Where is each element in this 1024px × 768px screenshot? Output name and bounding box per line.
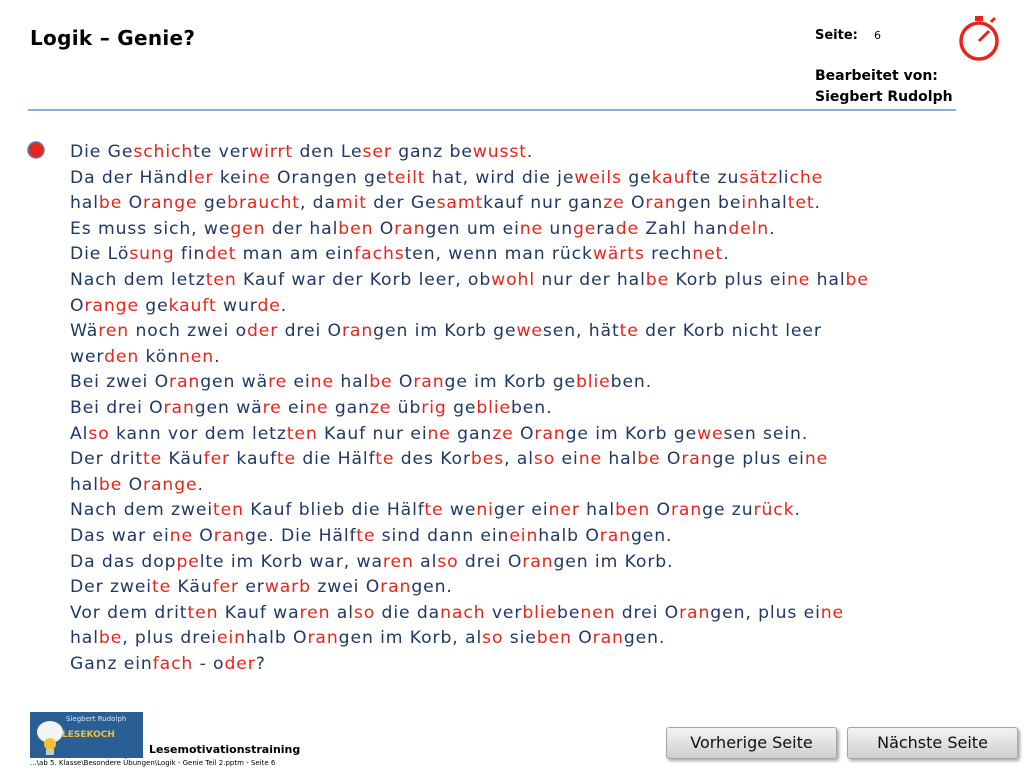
highlighted-syllable: bes xyxy=(470,449,505,470)
text-segment: O xyxy=(373,218,395,239)
text-segment: O xyxy=(624,193,646,214)
text-segment: ge xyxy=(138,295,169,316)
text-segment: - o xyxy=(193,653,225,674)
highlighted-syllable: braucht xyxy=(227,193,300,214)
text-segment: . xyxy=(197,474,204,495)
story-line xyxy=(70,652,970,678)
highlighted-syllable: nen xyxy=(179,346,215,367)
highlighted-syllable: schich xyxy=(133,142,194,162)
text-segment: ge. Die Hälf xyxy=(244,525,357,546)
text-segment: Es muss sich, we xyxy=(70,218,231,239)
text-segment: li xyxy=(778,167,790,188)
text-segment: gan xyxy=(450,423,493,444)
highlighted-syllable: ne xyxy=(786,269,811,290)
text-segment: . xyxy=(723,244,730,265)
highlighted-syllable: te xyxy=(619,321,639,342)
text-segment: hal xyxy=(601,449,638,470)
story-line xyxy=(70,575,970,601)
highlighted-syllable: den xyxy=(104,346,140,367)
story-line xyxy=(70,524,970,550)
highlighted-syllable: ein xyxy=(509,525,539,546)
highlighted-syllable: teilt xyxy=(387,167,426,188)
text-segment: gan xyxy=(328,397,370,418)
highlighted-syllable: kauft xyxy=(168,295,217,316)
highlighted-syllable: ran xyxy=(645,193,677,214)
story-line xyxy=(70,345,970,371)
text-segment: wur xyxy=(216,295,258,316)
text-segment: wer xyxy=(70,346,105,367)
text-segment: fin xyxy=(174,244,206,265)
highlighted-syllable: fer xyxy=(203,449,231,470)
text-segment: ten, wenn man rück xyxy=(404,244,593,265)
story-line xyxy=(70,294,970,320)
highlighted-syllable: be xyxy=(98,628,123,649)
highlighted-syllable: te xyxy=(143,449,163,470)
highlighted-syllable: ein xyxy=(216,628,246,649)
text-segment: rech xyxy=(644,244,693,265)
text-segment: kann vor dem letz xyxy=(109,423,287,444)
text-segment: ei xyxy=(287,372,311,393)
highlighted-syllable: sung xyxy=(129,244,175,265)
text-segment: Kauf wa xyxy=(218,602,300,623)
highlighted-syllable: be xyxy=(369,372,393,393)
highlighted-syllable: so xyxy=(482,628,504,649)
highlighted-syllable: weils xyxy=(574,167,622,188)
text-segment: kauf xyxy=(230,449,277,470)
highlighted-syllable: ten xyxy=(187,602,219,623)
highlighted-syllable: ran xyxy=(307,628,339,649)
highlighted-syllable: ben xyxy=(338,218,374,239)
text-segment: . xyxy=(794,500,801,521)
highlighted-syllable: samt xyxy=(436,193,484,214)
text-segment: te ver xyxy=(193,142,250,162)
highlighted-syllable: ren xyxy=(299,602,331,623)
highlighted-syllable: deln xyxy=(728,218,770,239)
highlighted-syllable: ran xyxy=(670,500,703,521)
highlighted-syllable: fachs xyxy=(354,244,405,265)
text-segment: Da das dop xyxy=(70,551,177,572)
text-segment: sen, hät xyxy=(542,321,620,342)
text-segment: halb O xyxy=(245,628,308,649)
text-segment: gen wä xyxy=(194,397,263,418)
text-segment: drei O xyxy=(458,551,523,572)
highlighted-syllable: wohl xyxy=(491,269,535,290)
highlighted-syllable: de xyxy=(257,295,281,316)
editor-name: Siegbert Rudolph xyxy=(815,89,953,105)
text-segment: al xyxy=(413,551,438,572)
text-segment: kauf nur gan xyxy=(483,193,604,214)
text-segment: . xyxy=(769,218,776,239)
text-segment: O xyxy=(392,372,414,393)
header-divider xyxy=(28,109,956,111)
highlighted-syllable: ran xyxy=(592,628,624,649)
text-segment: Wä xyxy=(70,321,99,342)
text-segment: der hal xyxy=(265,218,339,239)
highlighted-syllable: ten xyxy=(213,500,244,521)
text-segment: ben. xyxy=(511,397,553,418)
highlighted-syllable: kauf xyxy=(651,167,693,188)
edited-by-label: Bearbeitet von: xyxy=(815,68,938,84)
highlighted-syllable: we xyxy=(516,321,543,342)
page-label: Seite: xyxy=(815,28,858,43)
text-segment: Ganz ein xyxy=(70,653,153,674)
text-segment: Vor dem drit xyxy=(70,602,188,623)
text-segment: ge xyxy=(621,167,652,188)
highlighted-syllable: gen xyxy=(230,218,266,239)
text-segment: sen sein. xyxy=(723,423,809,444)
text-segment: der Korb nicht leer xyxy=(638,321,822,342)
text-segment: ei xyxy=(281,397,306,418)
text-segment: kön xyxy=(139,346,179,367)
text-segment: ge zu xyxy=(702,500,754,521)
text-segment: Da der Händ xyxy=(70,167,189,188)
text-segment: ver xyxy=(485,602,523,623)
highlighted-syllable: so xyxy=(437,551,459,572)
story-line xyxy=(70,191,970,217)
text-segment: gen wä xyxy=(200,372,269,393)
highlighted-syllable: der xyxy=(224,653,256,674)
text-segment: O xyxy=(122,474,143,495)
text-segment: gen im Korb. xyxy=(553,551,674,572)
highlighted-syllable: wärts xyxy=(592,244,645,265)
highlighted-syllable: net xyxy=(692,244,724,265)
highlighted-syllable: ran xyxy=(413,372,445,393)
story-line xyxy=(70,319,970,345)
text-segment: hal xyxy=(70,193,99,214)
text-segment: zwei O xyxy=(310,577,381,598)
highlighted-syllable: ne xyxy=(310,372,334,393)
text-segment: al xyxy=(330,602,354,623)
text-segment: Käu xyxy=(162,449,204,470)
highlighted-syllable: ran xyxy=(341,321,374,342)
text-segment: O xyxy=(122,193,143,214)
highlighted-syllable: ran xyxy=(169,372,201,393)
text-segment: noch zwei o xyxy=(129,321,247,342)
text-segment: gen. xyxy=(623,628,666,649)
text-segment: te zu xyxy=(692,167,740,188)
highlighted-syllable: ne xyxy=(427,423,451,444)
text-segment: O xyxy=(192,525,214,546)
text-segment: hal xyxy=(70,474,99,495)
text-segment: ? xyxy=(255,653,266,674)
highlighted-syllable: ze xyxy=(492,423,514,444)
text-segment: er xyxy=(238,577,265,598)
edited-by xyxy=(815,66,953,108)
highlighted-syllable: pe xyxy=(176,551,200,572)
highlighted-syllable: be xyxy=(845,269,869,290)
highlighted-syllable: so xyxy=(353,602,376,623)
text-segment: gen im Korb, al xyxy=(338,628,483,649)
text-segment: Oran xyxy=(270,167,323,188)
text-segment: we xyxy=(443,500,477,521)
text-segment: Korb plus ei xyxy=(669,269,787,290)
text-segment: des Kor xyxy=(394,449,471,470)
text-segment: nur der hal xyxy=(535,269,646,290)
highlighted-syllable: ner xyxy=(548,500,580,521)
highlighted-syllable: warb xyxy=(264,577,311,598)
text-segment: die Hälf xyxy=(295,449,376,470)
text-segment: halb O xyxy=(538,525,600,546)
text-segment: gen, plus ei xyxy=(710,602,821,623)
highlighted-syllable: sätz xyxy=(739,167,779,188)
text-segment: . xyxy=(814,193,821,214)
story-line xyxy=(70,626,970,652)
highlighted-syllable: ge xyxy=(573,218,597,239)
highlighted-syllable: ran xyxy=(213,525,245,546)
highlighted-syllable: ne xyxy=(169,525,193,546)
text-segment: Die Ge xyxy=(70,142,134,162)
highlighted-syllable: ne xyxy=(247,167,271,188)
highlighted-syllable: ben xyxy=(536,628,572,649)
text-segment: O xyxy=(513,423,535,444)
story-line xyxy=(70,140,970,166)
highlighted-syllable: te xyxy=(276,449,296,470)
highlighted-syllable: ler xyxy=(188,167,214,188)
highlighted-syllable: det xyxy=(205,244,237,265)
text-segment: gen im Korb ge xyxy=(373,321,517,342)
text-segment: be xyxy=(557,602,581,623)
highlighted-syllable: rig xyxy=(421,397,447,418)
highlighted-syllable: range xyxy=(143,193,198,214)
highlighted-syllable: in xyxy=(741,193,759,214)
highlighted-syllable: ser xyxy=(362,142,392,162)
highlighted-syllable: tet xyxy=(787,193,815,214)
text-segment: O xyxy=(70,295,85,316)
previous-page-button[interactable]: Vorherige Seite xyxy=(666,727,837,759)
story-line xyxy=(70,370,970,396)
highlighted-syllable: ran xyxy=(679,602,711,623)
highlighted-syllable: te xyxy=(151,577,172,598)
text-segment: lte im Korb war, wa xyxy=(199,551,383,572)
text-segment: un xyxy=(543,218,573,239)
text-segment: O xyxy=(660,449,682,470)
highlighted-syllable: be xyxy=(645,269,670,290)
text-segment: hat, wird die je xyxy=(425,167,575,188)
story-line xyxy=(70,217,970,243)
text-segment: . xyxy=(214,346,221,367)
highlighted-syllable: blie xyxy=(476,397,511,418)
highlighted-syllable: che xyxy=(789,167,824,188)
text-segment: hal xyxy=(758,193,788,214)
highlighted-syllable: de xyxy=(615,218,639,239)
text-segment: Der zwei xyxy=(70,577,152,598)
highlighted-syllable: ren xyxy=(382,551,414,572)
highlighted-syllable: wirrt xyxy=(249,142,294,162)
highlighted-syllable: te xyxy=(375,449,395,470)
bullet-icon xyxy=(27,141,45,159)
highlighted-syllable: ran xyxy=(394,218,426,239)
highlighted-syllable: re xyxy=(262,397,282,418)
page-number: 6 xyxy=(874,29,881,42)
highlighted-syllable: te xyxy=(424,500,444,521)
text-segment: der Ge xyxy=(366,193,437,214)
text-segment: drei O xyxy=(615,602,680,623)
text-segment: ganz be xyxy=(391,142,473,162)
logo-caption: Lesemotivationstraining xyxy=(149,743,301,756)
text-segment: Nach dem letz xyxy=(70,269,206,290)
highlighted-syllable: fach xyxy=(152,653,194,674)
story-line xyxy=(70,396,970,422)
highlighted-syllable: so xyxy=(88,423,110,444)
highlighted-syllable: we xyxy=(697,423,724,444)
story-line xyxy=(70,473,970,499)
highlighted-syllable: be xyxy=(637,449,661,470)
story-line xyxy=(70,550,970,576)
text-segment: hal xyxy=(810,269,846,290)
highlighted-syllable: be xyxy=(98,474,123,495)
text-segment: hal xyxy=(70,628,99,649)
story-line xyxy=(70,498,970,524)
story-line xyxy=(70,268,970,294)
text-segment: Kauf blieb die Hälf xyxy=(243,500,425,521)
highlighted-syllable: ni xyxy=(476,500,494,521)
text-segment: ge xyxy=(446,397,477,418)
story-line xyxy=(70,242,970,268)
text-segment: die da xyxy=(375,602,441,623)
text-segment: ge im Korb ge xyxy=(444,372,576,393)
highlighted-syllable: nen xyxy=(580,602,616,623)
highlighted-syllable: re xyxy=(268,372,288,393)
page-title: Logik – Genie? xyxy=(30,26,196,50)
text-segment: drei O xyxy=(278,321,342,342)
highlighted-syllable: ten xyxy=(286,423,318,444)
text-segment: gen um ei xyxy=(425,218,520,239)
next-page-button[interactable]: Nächste Seite xyxy=(847,727,1018,759)
text-segment: ei xyxy=(555,449,579,470)
highlighted-syllable: der xyxy=(246,321,279,342)
highlighted-syllable: ten xyxy=(205,269,237,290)
text-segment: Al xyxy=(70,423,89,444)
story-text xyxy=(70,140,970,677)
text-segment: Der drit xyxy=(70,449,144,470)
text-segment: üb xyxy=(391,397,422,418)
highlighted-syllable: ne xyxy=(804,449,829,470)
highlighted-syllable: ran xyxy=(681,449,713,470)
text-segment: sie xyxy=(503,628,537,649)
text-segment: gen. xyxy=(411,577,453,598)
story-line xyxy=(70,422,970,448)
highlighted-syllable: ran xyxy=(522,551,554,572)
text-segment: gen ge xyxy=(322,167,388,188)
text-segment: Zahl han xyxy=(639,218,729,239)
text-segment: Bei zwei O xyxy=(70,372,170,393)
highlighted-syllable: ben xyxy=(615,500,651,521)
text-segment: Bei drei O xyxy=(70,397,164,418)
text-segment: sind dann ein xyxy=(375,525,510,546)
highlighted-syllable: te xyxy=(356,525,376,546)
highlighted-syllable: ran xyxy=(534,423,566,444)
text-segment: hal xyxy=(333,372,370,393)
file-path: ...\ab 5. Klasse\Besondere Übungen\Logik - Genie Teil 2.pptm - Seite 6 xyxy=(30,759,276,767)
story-line xyxy=(70,166,970,192)
highlighted-syllable: wusst xyxy=(472,142,527,162)
highlighted-syllable: ne xyxy=(519,218,544,239)
text-segment: . xyxy=(280,295,288,316)
highlighted-syllable: ran xyxy=(380,577,412,598)
text-segment: ra xyxy=(596,218,616,239)
text-segment: kei xyxy=(213,167,248,188)
text-segment: Das war ei xyxy=(70,525,170,546)
text-segment: , da xyxy=(299,193,336,214)
story-line xyxy=(70,447,970,473)
text-segment: man am ein xyxy=(236,244,355,265)
highlighted-syllable: ran xyxy=(599,525,631,546)
highlighted-syllable: fer xyxy=(212,577,239,598)
highlighted-syllable: ze xyxy=(603,193,625,214)
text-segment: ge im Korb ge xyxy=(565,423,698,444)
text-segment: gen. xyxy=(630,525,673,546)
story-line xyxy=(70,601,970,627)
text-segment: ge xyxy=(197,193,228,214)
stopwatch-icon[interactable] xyxy=(955,14,1003,62)
highlighted-syllable: be xyxy=(98,193,123,214)
text-segment: ger ei xyxy=(493,500,549,521)
text-segment: den Le xyxy=(293,142,363,162)
text-segment: gen be xyxy=(676,193,742,214)
text-segment: ben. xyxy=(610,372,653,393)
logo-name: Siegbert Rudolph xyxy=(66,715,127,723)
highlighted-syllable: ren xyxy=(98,321,130,342)
highlighted-syllable: blie xyxy=(522,602,558,623)
highlighted-syllable: blie xyxy=(576,372,611,393)
text-segment: Nach dem zwei xyxy=(70,500,214,521)
text-segment: Kauf war der Korb leer, ob xyxy=(236,269,492,290)
highlighted-syllable: range xyxy=(84,295,139,316)
highlighted-syllable: ran xyxy=(163,397,195,418)
text-segment: Kauf nur ei xyxy=(317,423,428,444)
text-segment: Die Lö xyxy=(70,244,130,265)
highlighted-syllable: nach xyxy=(440,602,486,623)
text-segment: O xyxy=(571,628,593,649)
highlighted-syllable: rück xyxy=(753,500,795,521)
text-segment: Käu xyxy=(171,577,213,598)
text-segment: , al xyxy=(504,449,534,470)
highlighted-syllable: ne xyxy=(820,602,845,623)
highlighted-syllable: ne xyxy=(305,397,329,418)
highlighted-syllable: mit xyxy=(335,193,367,214)
highlighted-syllable: ne xyxy=(578,449,602,470)
highlighted-syllable: range xyxy=(143,474,198,495)
text-segment: hal xyxy=(579,500,616,521)
highlighted-syllable: ze xyxy=(369,397,392,418)
text-segment: ge plus ei xyxy=(712,449,805,470)
logo-brand: LESEKOCH xyxy=(62,730,115,740)
text-segment: . xyxy=(526,142,534,162)
text-segment: O xyxy=(650,500,671,521)
highlighted-syllable: so xyxy=(533,449,556,470)
text-segment: , plus drei xyxy=(122,628,217,649)
